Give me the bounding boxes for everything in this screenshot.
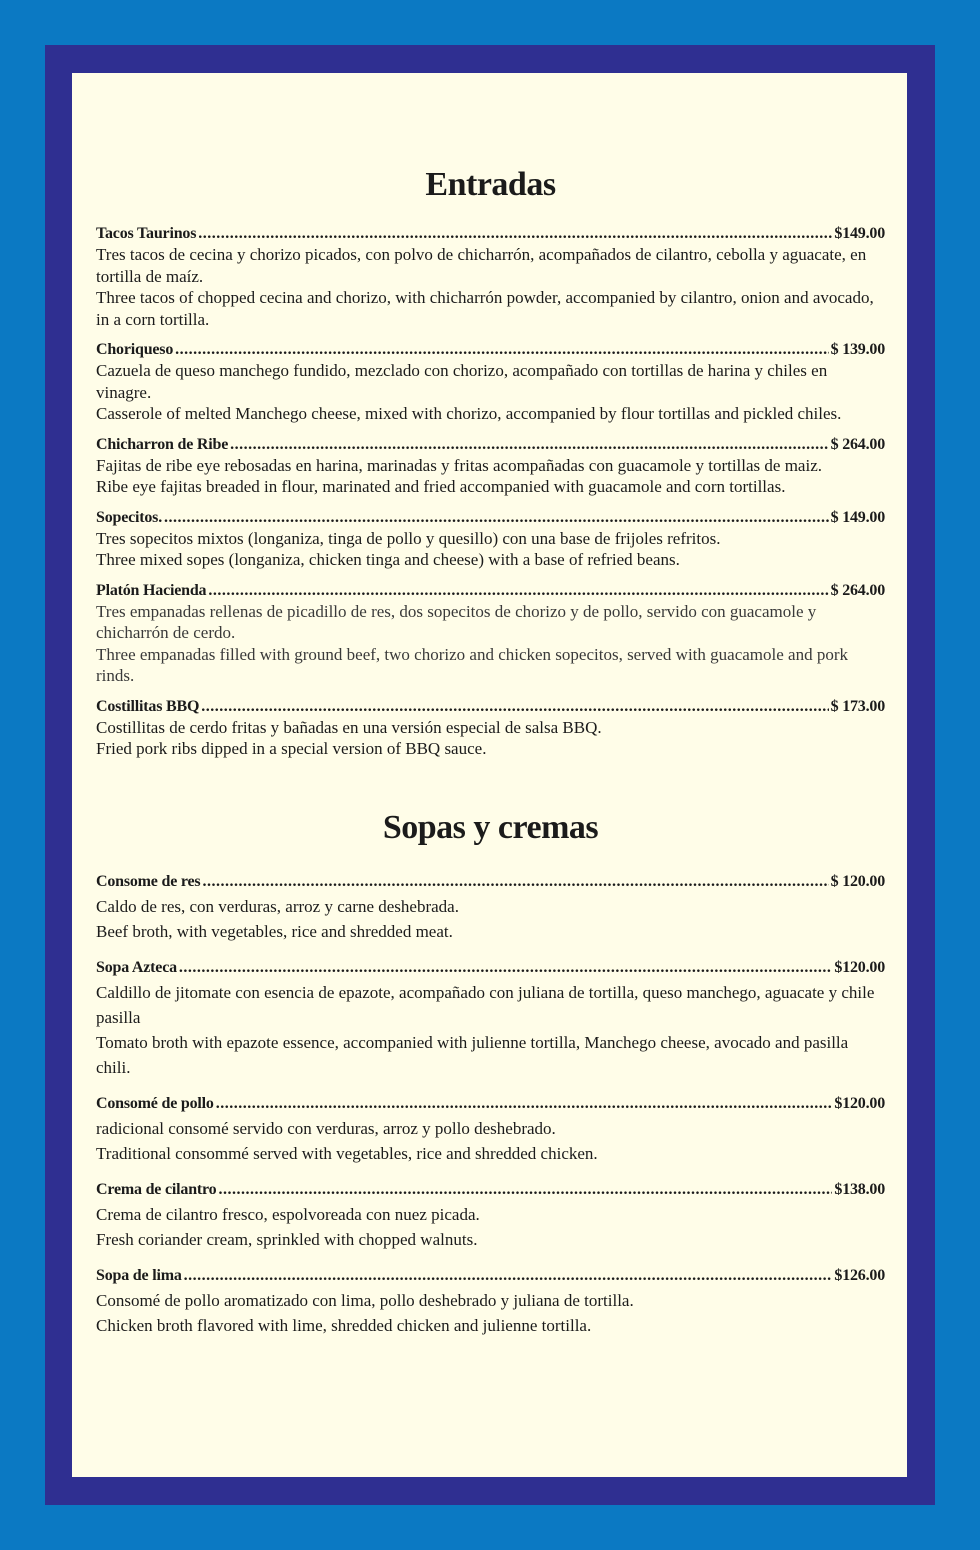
menu-item [96, 507, 885, 571]
leader-dots [198, 223, 832, 244]
item-description-es: radicional consomé servido con verduras, arroz y pollo deshebrado. [96, 1118, 556, 1138]
item-price: $ 264.00 [830, 435, 885, 453]
item-name: Consome de res [96, 872, 201, 890]
item-description-es: Costillitas de cerdo fritas y bañadas en una versión especial de salsa BBQ. [96, 717, 602, 737]
menu-item [96, 223, 885, 330]
item-price: $ 139.00 [830, 341, 885, 358]
item-name: Platón Hacienda [96, 581, 207, 599]
menu-item [96, 956, 885, 1080]
leader-dots [216, 1092, 833, 1116]
item-price: $149.00 [834, 225, 885, 242]
item-description-es: Tres sopecitos mixtos (longaniza, tinga de pollo y quesillo) con una base de frijoles refritos. [96, 528, 721, 548]
item-description-en: Traditional consommé served with vegetables, rice and shredded chicken. [96, 1143, 598, 1163]
item-price: $126.00 [834, 1266, 885, 1284]
item-price: $ 173.00 [830, 697, 885, 715]
item-name: Choriqueso [96, 341, 174, 358]
item-price: $138.00 [834, 1180, 885, 1198]
item-description-en: Three empanadas filled with ground beef, two chorizo and chicken sopecitos, served with guacamole and pork rinds. [96, 644, 848, 685]
item-name: Tacos Taurinos [96, 225, 197, 242]
leader-dots [175, 339, 828, 360]
item-price: $ 120.00 [830, 872, 885, 890]
menu-item [96, 870, 885, 944]
leader-dots [164, 507, 829, 528]
leader-dots [230, 434, 828, 455]
section-title-sopas: Sopas y cremas [382, 808, 599, 846]
section-sopas [96, 870, 885, 1338]
item-description-es: Consomé de pollo aromatizado con lima, pollo deshebrado y juliana de tortilla. [96, 1290, 634, 1310]
menu-item [96, 580, 885, 687]
leader-dots [208, 580, 828, 601]
item-price: $120.00 [834, 1094, 885, 1112]
item-name: Crema de cilantro [96, 1180, 217, 1198]
item-description-en: Three mixed sopes (longaniza, chicken tinga and cheese) with a base of refried beans. [96, 550, 680, 569]
item-name: Costillitas BBQ [96, 697, 200, 715]
item-description-en: Tomato broth with epazote essence, accompanied with julienne tortilla, Manchego cheese, avocado and pasilla chili. [96, 1032, 849, 1077]
item-name: Consomé de pollo [96, 1094, 214, 1112]
item-description-es: Tres tacos de cecina y chorizo picados, con polvo de chicharrón, acompañados de cilantro, cebolla y aguacate, en tortilla de maíz. [96, 245, 867, 286]
leader-dots [218, 1178, 832, 1202]
leader-dots [179, 956, 832, 980]
menu-item [96, 1178, 885, 1252]
item-description-es: Crema de cilantro fresco, espolvoreada con nuez picada. [96, 1204, 480, 1224]
menu-item [96, 1092, 885, 1166]
leader-dots [202, 870, 828, 894]
leader-dots [201, 696, 828, 717]
item-description-en: Fried pork ribs dipped in a special version of BBQ sauce. [96, 739, 487, 758]
menu-item [96, 1264, 885, 1338]
item-description-es: Caldo de res, con verduras, arroz y carne deshebrada. [96, 896, 459, 916]
item-description-en: Three tacos of chopped cecina and chorizo, with chicharrón powder, accompanied by cilantro, onion and avocado, in a corn tortilla. [96, 288, 874, 329]
menu-item [96, 434, 885, 498]
item-price: $ 149.00 [830, 508, 885, 526]
item-description-es: Tres empanadas rellenas de picadillo de res, dos sopecitos de chorizo y de pollo, servido con guacamole y chicharrón de cerdo. [96, 601, 817, 642]
item-description-en: Ribe eye fajitas breaded in flour, marinated and fried accompanied with guacamole and corn tortillas. [96, 477, 786, 496]
item-description-es: Fajitas de ribe eye rebosadas en harina, marinadas y fritas acompañadas con guacamole y tortillas de maiz. [96, 455, 822, 475]
item-name: Sopecitos. [96, 508, 163, 526]
section-entradas [96, 223, 885, 760]
menu-item [96, 696, 885, 760]
item-description-en: Casserole of melted Manchego cheese, mixed with chorizo, accompanied by flour tortillas and pickled chiles. [96, 404, 842, 423]
menu-content [96, 163, 885, 1350]
item-description-en: Chicken broth flavored with lime, shredded chicken and julienne tortilla. [96, 1315, 592, 1335]
item-description-es: Caldillo de jitomate con esencia de epazote, acompañado con juliana de tortilla, queso manchego, aguacate y chile pasilla [96, 982, 875, 1027]
section-title-entradas: Entradas [425, 166, 556, 203]
leader-dots [184, 1264, 833, 1288]
item-price: $120.00 [834, 958, 885, 976]
item-name: Sopa de lima [96, 1266, 182, 1284]
item-name: Chicharron de Ribe [96, 435, 229, 453]
item-price: $ 264.00 [830, 581, 885, 599]
item-name: Sopa Azteca [96, 958, 177, 976]
item-description-es: Cazuela de queso manchego fundido, mezclado con chorizo, acompañado con tortillas de harina y chiles en vinagre. [96, 361, 828, 402]
menu-item [96, 339, 885, 425]
item-description-en: Fresh coriander cream, sprinkled with chopped walnuts. [96, 1229, 478, 1249]
item-description-en: Beef broth, with vegetables, rice and shredded meat. [96, 921, 453, 941]
